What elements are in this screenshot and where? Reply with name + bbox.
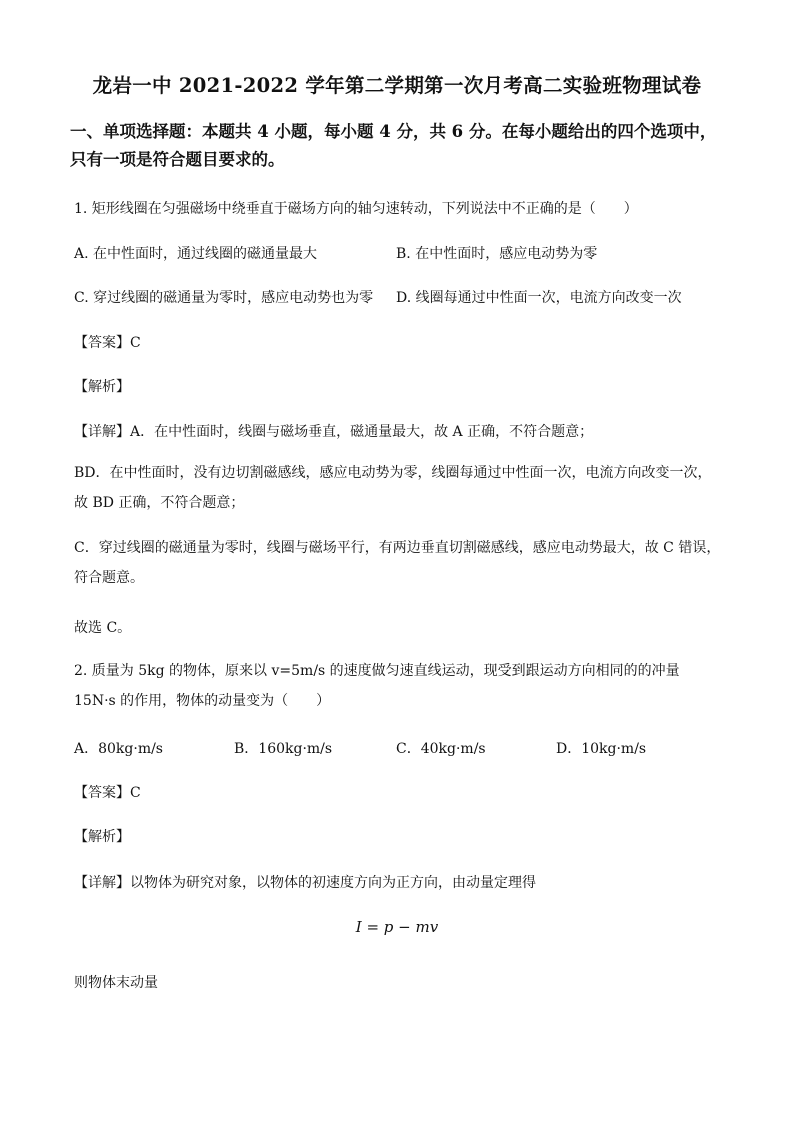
section-heading: 一、单项选择题：本题共 4 小题，每小题 4 分，共 6 分。在每小题给出的四个选项中，只有一项是符合题目要求的。 bbox=[70, 122, 717, 169]
q2-option-a: A．80kg·m/s bbox=[74, 741, 163, 757]
q1-option-a: A. 在中性面时，通过线圈的磁通量最大 bbox=[74, 246, 318, 262]
q2-stem: 2. 质量为 5kg 的物体，原来以 v=5m/s 的速度做匀速直线运动，现受到跟运动方向相同的的冲量 15N·s 的作用，物体的动量变为（ ） bbox=[74, 663, 680, 709]
q1-detail-1: 【详解】A．在中性面时，线圈与磁场垂直，磁通量最大，故 A 正确，不符合题意； bbox=[74, 424, 594, 440]
q1-detail-2: BD．在中性面时，没有边切割磁感线，感应电动势为零，线圈每通过中性面一次，电流方向改变一次，故 BD 正确，不符合题意； bbox=[74, 465, 712, 511]
q2-followup: 则物体末动量 bbox=[74, 975, 158, 991]
exam-title: 龙岩一中 2021-2022 学年第二学期第一次月考高二实验班物理试卷 bbox=[92, 74, 702, 97]
q1-option-b: B. 在中性面时，感应电动势为零 bbox=[396, 246, 598, 262]
q2-formula: I = p − mv bbox=[355, 918, 439, 936]
q2-option-d: D．10kg·m/s bbox=[556, 741, 647, 757]
q2-detail-1: 【详解】以物体为研究对象，以物体的初速度方向为正方向，由动量定理得 bbox=[74, 875, 536, 891]
q2-analysis-label: 【解析】 bbox=[74, 829, 130, 845]
q2-option-c: C．40kg·m/s bbox=[396, 741, 486, 757]
q2-answer: 【答案】C bbox=[74, 785, 141, 801]
q1-option-c: C. 穿过线圈的磁通量为零时，感应电动势也为零 bbox=[74, 290, 374, 306]
q1-option-d: D. 线圈每通过中性面一次，电流方向改变一次 bbox=[396, 290, 682, 306]
q1-analysis-label: 【解析】 bbox=[74, 379, 130, 395]
q2-option-b: B．160kg·m/s bbox=[234, 741, 333, 757]
q1-stem: 1. 矩形线圈在匀强磁场中绕垂直于磁场方向的轴匀速转动，下列说法中不正确的是（ ） bbox=[74, 201, 638, 217]
q1-detail-3: C．穿过线圈的磁通量为零时，线圈与磁场平行，有两边垂直切割磁感线，感应电动势最大，故 C 错误，符合题意。 bbox=[74, 540, 721, 586]
q1-conclusion: 故选 C。 bbox=[74, 620, 132, 636]
q1-answer: 【答案】C bbox=[74, 335, 141, 351]
